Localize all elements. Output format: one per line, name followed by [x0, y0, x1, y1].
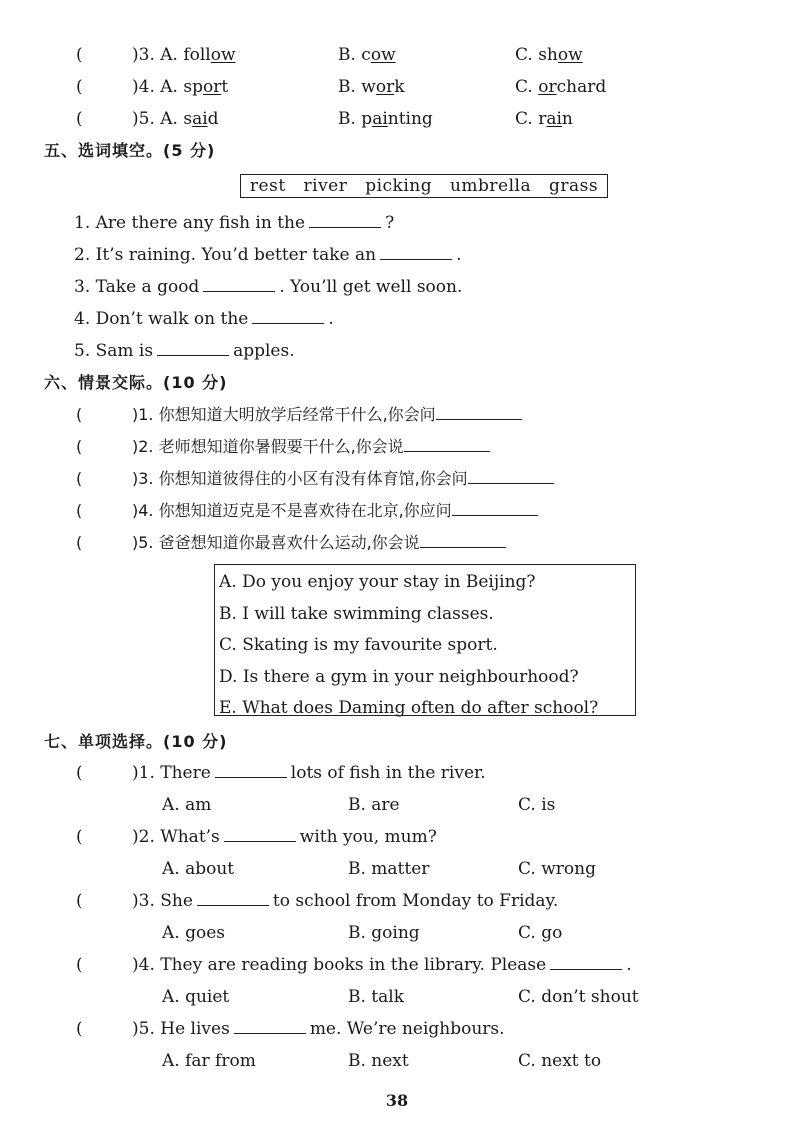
page-number: 38 — [385, 1091, 409, 1110]
answer-blank[interactable] — [420, 533, 506, 548]
word-bank-word: grass — [548, 176, 599, 196]
mc-question: ( )3. She to school from Monday to Friday. — [76, 891, 559, 911]
answer-blank[interactable] — [404, 437, 490, 452]
fill-blank-item: 4. Don’t walk on the . — [74, 309, 334, 329]
answer-blank[interactable] — [157, 341, 229, 356]
dialogue-options-box — [214, 564, 636, 716]
answer-blank[interactable] — [468, 469, 554, 484]
dialogue-item: ( )4. 你想知道迈克是不是喜欢待在北京,你应问 — [76, 500, 538, 522]
word-bank-word: river — [303, 176, 348, 196]
dialogue-option: A. Do you enjoy your stay in Beijing? — [219, 572, 536, 592]
answer-blank — [224, 827, 296, 842]
section-6-heading: 六、情景交际。(10 分) — [44, 373, 228, 392]
word-bank-word: picking — [365, 176, 433, 196]
answer-blank[interactable] — [436, 405, 522, 420]
mc-option-c: C. next to — [518, 1051, 602, 1071]
mc-option-a: A. goes — [162, 923, 225, 943]
word-bank-word: umbrella — [449, 176, 532, 196]
mc-option-c: C. don’t shout — [518, 987, 639, 1007]
mc-option-a: A. quiet — [162, 987, 230, 1007]
mc-question: ( )5. He lives me. We’re neighbours. — [76, 1019, 505, 1039]
mc-question: ( )4. They are reading books in the library. Please . — [76, 955, 632, 975]
mc-option-a: A. about — [162, 859, 235, 879]
dialogue-item: ( )3. 你想知道彼得住的小区有没有体育馆,你会问 — [76, 468, 554, 490]
mc-option-b: B. are — [348, 795, 400, 815]
answer-blank[interactable] — [380, 245, 452, 260]
answer-blank — [550, 955, 622, 970]
dialogue-item: ( )1. 你想知道大明放学后经常干什么,你会问 — [76, 404, 522, 426]
dialogue-option: D. Is there a gym in your neighbourhood? — [219, 666, 579, 687]
phonics-item: ( )3. A. follow — [76, 45, 236, 65]
mc-question: ( )1. There lots of fish in the river. — [76, 763, 486, 783]
section-7-heading: 七、单项选择。(10 分) — [44, 732, 228, 751]
dialogue-item: ( )5. 爸爸想知道你最喜欢什么运动,你会说 — [76, 532, 506, 554]
answer-blank[interactable] — [252, 309, 324, 324]
fill-blank-item: 1. Are there any fish in the ? — [74, 213, 395, 233]
phonics-option-c: C. rain — [515, 109, 573, 129]
answer-blank — [215, 763, 287, 778]
answer-blank — [197, 891, 269, 906]
answer-blank[interactable] — [452, 501, 538, 516]
phonics-option-c: C. orchard — [515, 77, 607, 97]
dialogue-item: ( )2. 老师想知道你暑假要干什么,你会说 — [76, 436, 490, 458]
fill-blank-item: 2. It’s raining. You’d better take an . — [74, 245, 462, 265]
mc-option-a: A. am — [162, 795, 212, 815]
word-bank-box — [240, 174, 608, 198]
fill-blank-item: 5. Sam is apples. — [74, 341, 295, 361]
dialogue-option: C. Skating is my favourite sport. — [219, 635, 498, 655]
dialogue-option: E. What does Daming often do after school? — [219, 698, 599, 718]
dialogue-option: B. I will take swimming classes. — [219, 603, 494, 624]
answer-blank — [234, 1019, 306, 1034]
mc-option-c: C. wrong — [518, 859, 596, 879]
mc-option-b: B. next — [348, 1051, 409, 1071]
phonics-option-b: B. painting — [338, 109, 433, 129]
phonics-option-b: B. work — [338, 77, 405, 97]
answer-blank[interactable] — [309, 213, 381, 228]
answer-blank[interactable] — [203, 277, 275, 292]
fill-blank-item: 3. Take a good . You’ll get well soon. — [74, 277, 463, 297]
mc-option-a: A. far from — [162, 1051, 256, 1071]
word-bank-word: rest — [249, 176, 286, 196]
mc-option-b: B. going — [348, 923, 420, 943]
mc-option-b: B. matter — [348, 859, 430, 879]
mc-option-c: C. is — [518, 795, 556, 815]
phonics-item: ( )5. A. said — [76, 109, 219, 129]
mc-option-b: B. talk — [348, 987, 405, 1007]
mc-option-c: C. go — [518, 923, 563, 943]
phonics-option-b: B. cow — [338, 45, 396, 65]
mc-question: ( )2. What’s with you, mum? — [76, 827, 437, 847]
phonics-option-c: C. show — [515, 45, 583, 65]
phonics-item: ( )4. A. sport — [76, 77, 229, 97]
section-5-heading: 五、选词填空。(5 分) — [44, 141, 216, 160]
